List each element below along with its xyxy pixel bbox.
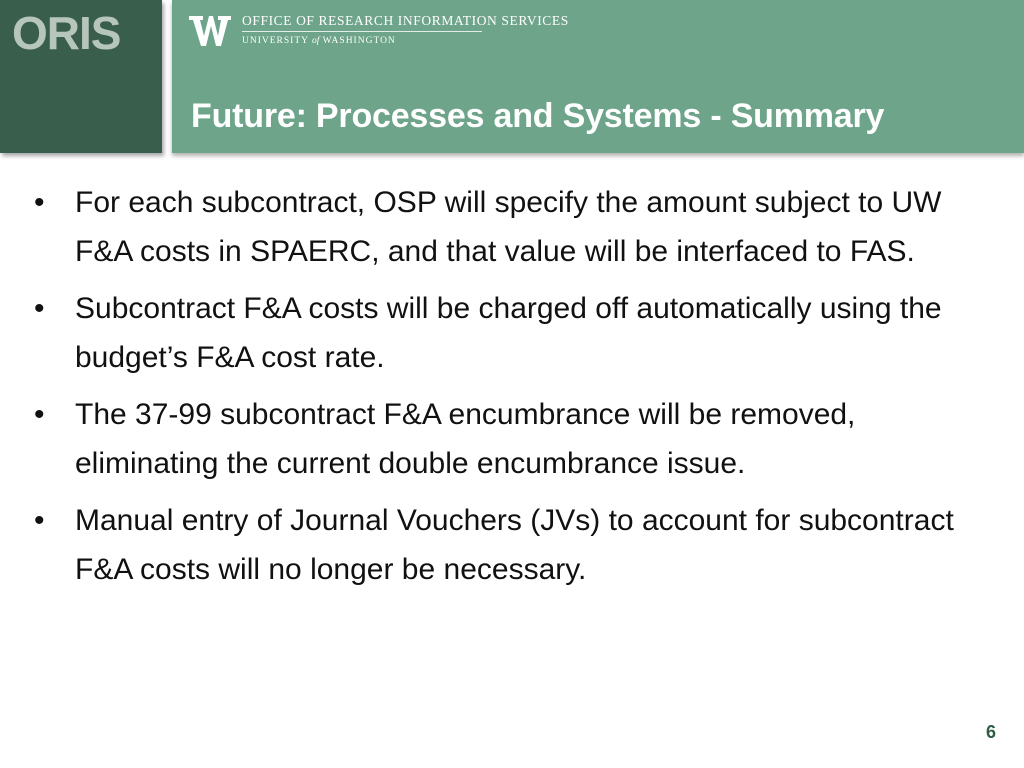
org-divider xyxy=(242,31,482,32)
university-pre: UNIVERSITY xyxy=(242,36,309,46)
bullet-item xyxy=(34,284,984,382)
bullet-item xyxy=(34,390,984,488)
page-number: 6 xyxy=(985,722,996,742)
bullet-text: Subcontract F&A costs will be charged off automatically using the budget’s F&A cost rate. xyxy=(75,292,942,374)
header-band xyxy=(172,0,1024,153)
uw-w-logo-icon xyxy=(188,14,232,48)
bullet-text: For each subcontract, OSP will specify the amount subject to UW F&A costs in SPAERC, and that value will be interfaced to FAS. xyxy=(75,186,942,268)
bullet-text: Manual entry of Journal Vouchers (JVs) to account for subcontract F&A costs will no longer be necessary. xyxy=(75,504,954,586)
bullet-text: The 37-99 subcontract F&A encumbrance will be removed, eliminating the current double encumbrance issue. xyxy=(75,398,856,480)
bullet-marker: • xyxy=(34,398,45,431)
oris-logo-text: ORIS xyxy=(12,7,121,59)
university-of: of xyxy=(312,36,320,46)
bullet-marker: • xyxy=(34,186,45,219)
oris-logo-block xyxy=(0,0,162,153)
slide-title: Future: Processes and Systems - Summary xyxy=(191,97,885,135)
org-name: OFFICE OF RESEARCH INFORMATION SERVICES xyxy=(242,13,569,28)
bullet-marker: • xyxy=(34,292,45,325)
university-name xyxy=(242,36,396,46)
bullet-list xyxy=(34,178,984,602)
bullet-item xyxy=(34,178,984,276)
university-post: WASHINGTON xyxy=(322,36,396,46)
bullet-item xyxy=(34,496,984,594)
bullet-marker: • xyxy=(34,504,45,537)
